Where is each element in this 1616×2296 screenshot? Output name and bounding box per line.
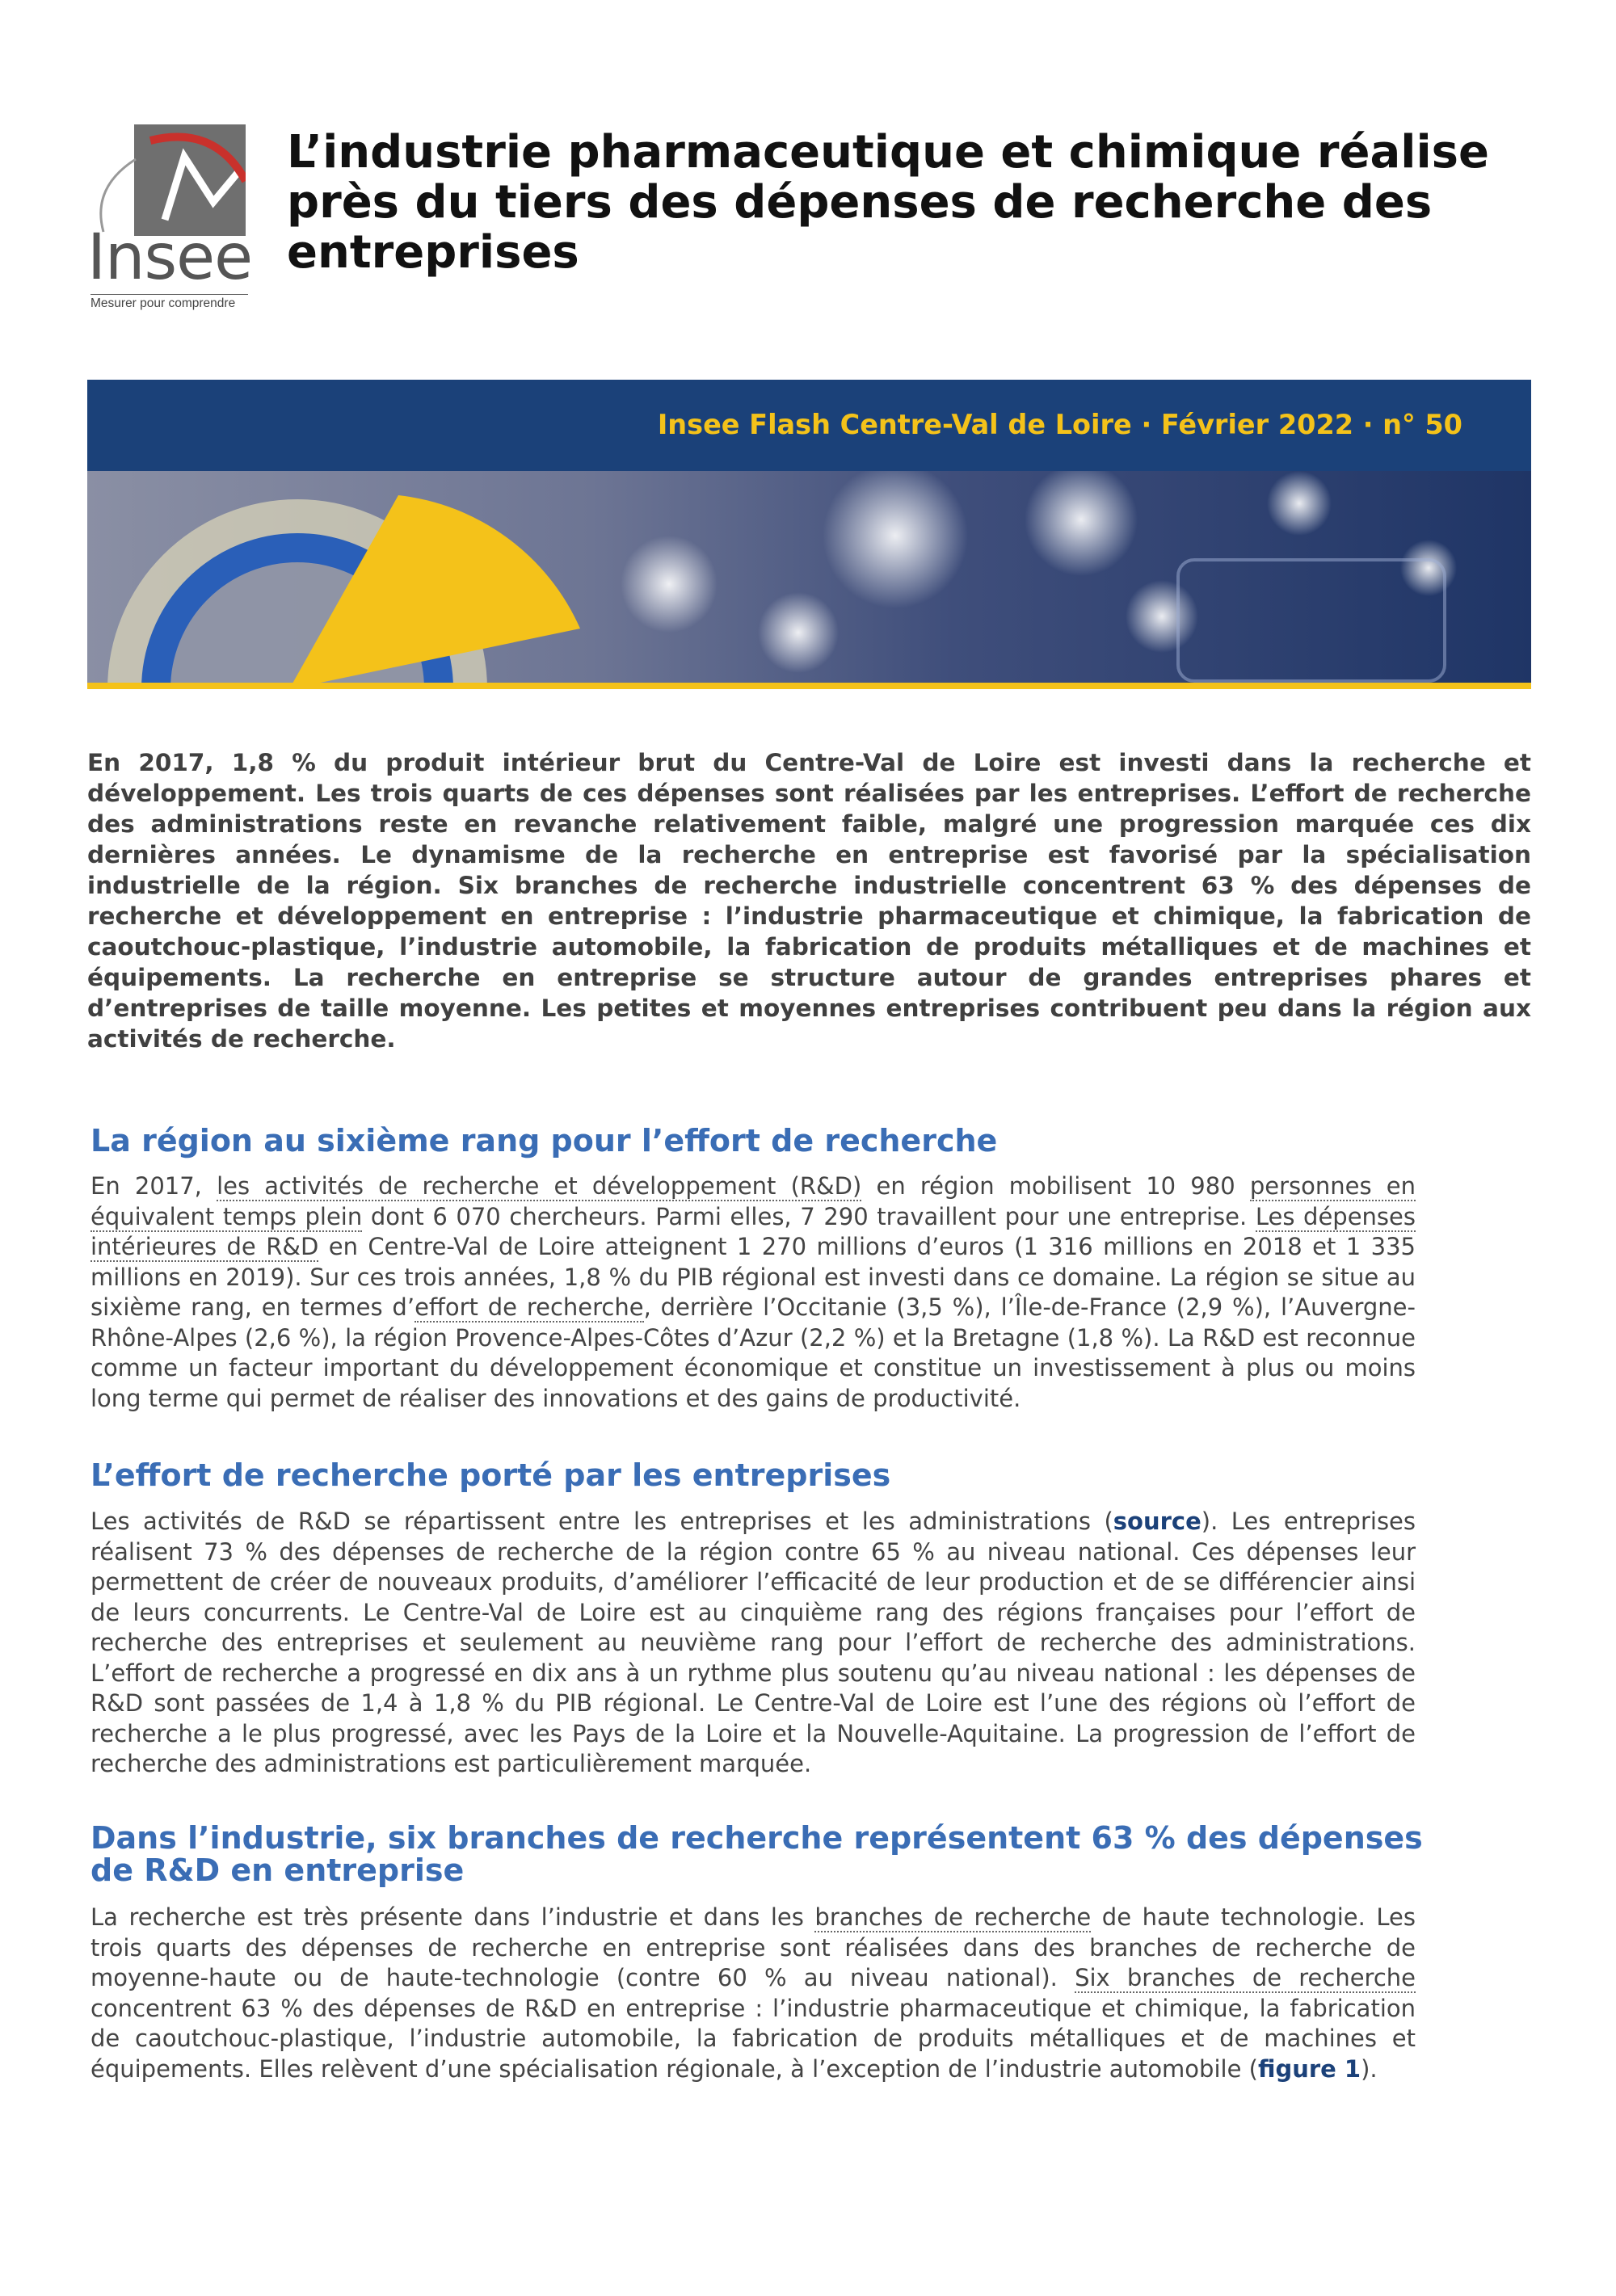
banner-illustration	[87, 471, 1531, 689]
text-segment: , derrière l’Occitanie (3,5 %), l’Île-de-France (2,9 %), l’Auvergne-Rhône-Alpes (2,6 %), la région Provence-Alpes-Côtes d’Azur (2,2 %) et la Bretagne (1,8 %). La R&D est reconnue comme un facteur important du développement économique et constitue un investissement à plus ou moins long terme qui permet de réaliser des innovations et des gains de productivité.	[90, 1293, 1416, 1412]
section-heading-2: L’effort de recherche porté par les entreprises	[90, 1457, 891, 1493]
source-link[interactable]: source	[1113, 1508, 1201, 1535]
section-heading-3: Dans l’industrie, six branches de recherche représentent 63 % des dépenses de R&D en entreprise	[90, 1820, 1423, 1888]
section-heading-1: La région au sixième rang pour l’effort de recherche	[90, 1123, 998, 1159]
glossary-link-branches[interactable]: branches de recherche	[814, 1903, 1092, 1931]
glossary-link-rd[interactable]: les activités de recherche et développement (R&D)	[217, 1172, 862, 1200]
section-paragraph-3	[90, 1903, 1416, 2084]
text-segment: en région mobilisent 10 980	[861, 1172, 1250, 1200]
logo-tagline: Mesurer pour comprendre	[90, 294, 248, 311]
glossary-link-effort[interactable]: effort de recherche	[415, 1293, 644, 1321]
text-segment: de haute technologie. Les trois quarts des dépenses de recherche en entreprise sont réalisées dans des branches de recherche de moyenne-haute ou de haute-technologie (contre 60 % au niveau national).	[90, 1903, 1416, 1991]
glossary-link-etp[interactable]: personnes en équivalent temps plein	[90, 1172, 1416, 1230]
text-segment: La recherche est très présente dans l’industrie et dans les	[90, 1903, 815, 1931]
glossary-link-dird[interactable]: Les dépenses intérieures de R&D	[90, 1202, 1416, 1260]
logo-wordmark: Insee	[87, 221, 253, 294]
text-segment: en Centre-Val de Loire atteignent 1 270 millions d’euros (1 316 millions en 2018 et 1 335 millions en 2019). Sur ces trois années, 1,8 % du PIB régional est investi dans ce domaine. La région se situe au sixième rang, en termes d’	[90, 1233, 1416, 1321]
logo-mark-icon	[134, 124, 246, 236]
text-segment: Les activités de R&D se répartissent entre les entreprises et les administrations (	[90, 1508, 1113, 1535]
intro-summary: En 2017, 1,8 % du produit intérieur brut du Centre-Val de Loire est investi dans la recherche et développement. Les trois quarts de ces dépenses sont réalisées par les entreprises. L’effort de recherche des administrations reste en revanche relativement faible, malgré une progression marquée ces dix dernières années. Le dynamisme de la recherche en entreprise est favorisé par la spécialisation industrielle de la région. Six branches de recherche industrielle concentrent 63 % des dépenses de recherche et développement en entreprise : l’industrie pharmaceutique et chimique, la fabrication de caoutchouc-plastique, l’industrie automobile, la fabrication de produits métalliques et de machines et équipements. La recherche en entreprise se structure autour de grandes entreprises phares et d’entreprises de taille moyenne. Les petites et moyennes entreprises contribuent peu dans la région aux activités de recherche.	[87, 749, 1531, 1053]
section-paragraph-1	[90, 1171, 1416, 1414]
glossary-link-six-branches[interactable]: Six branches de recherche	[1075, 1964, 1416, 1991]
publication-label: Insee Flash Centre-Val de Loire · Février 2022 · n° 50	[657, 409, 1462, 440]
text-segment: dont 6 070 chercheurs. Parmi elles, 7 290 travaillent pour une entreprise.	[362, 1202, 1256, 1230]
insee-logo	[87, 123, 253, 310]
section-paragraph-2	[90, 1507, 1416, 1780]
text-segment: concentrent 63 % des dépenses de R&D en entreprise : l’industrie pharmaceutique et chimique, la fabrication de caoutchouc-plastique, l’industrie automobile, la fabrication de produits métalliques et de machines et équipements. Elles relèvent d’une spécialisation régionale, à l’exception de l’industrie automobile (	[90, 1994, 1416, 2083]
publication-banner	[87, 380, 1531, 471]
text-segment: ). Les entreprises réalisent 73 % des dépenses de recherche de la région contre 65 % au niveau national. Ces dépenses leur permettent de créer de nouveaux produits, d’améliorer l’efficacité de leur production et de se différencier ainsi de leurs concurrents. Le Centre-Val de Loire est au cinquième rang des régions françaises pour l’effort de recherche des entreprises et seulement au neuvième rang pour l’effort de recherche des administrations. L’effort de recherche a progressé en dix ans à un rythme plus soutenu qu’au niveau national : les dépenses de R&D sont passées de 1,4 à 1,8 % du PIB régional. Le Centre-Val de Loire est l’une des régions où l’effort de recherche a le plus progressé, avec les Pays de la Loire et la Nouvelle-Aquitaine. La progression de l’effort de recherche des administrations est particulièrement marquée.	[90, 1508, 1416, 1777]
text-segment: En 2017,	[90, 1172, 217, 1200]
text-segment: ).	[1361, 2054, 1378, 2083]
figure-1-link[interactable]: figure 1	[1257, 2054, 1361, 2083]
page-title: L’industrie pharmaceutique et chimique réalise près du tiers des dépenses de recherche des entreprises	[287, 126, 1489, 279]
